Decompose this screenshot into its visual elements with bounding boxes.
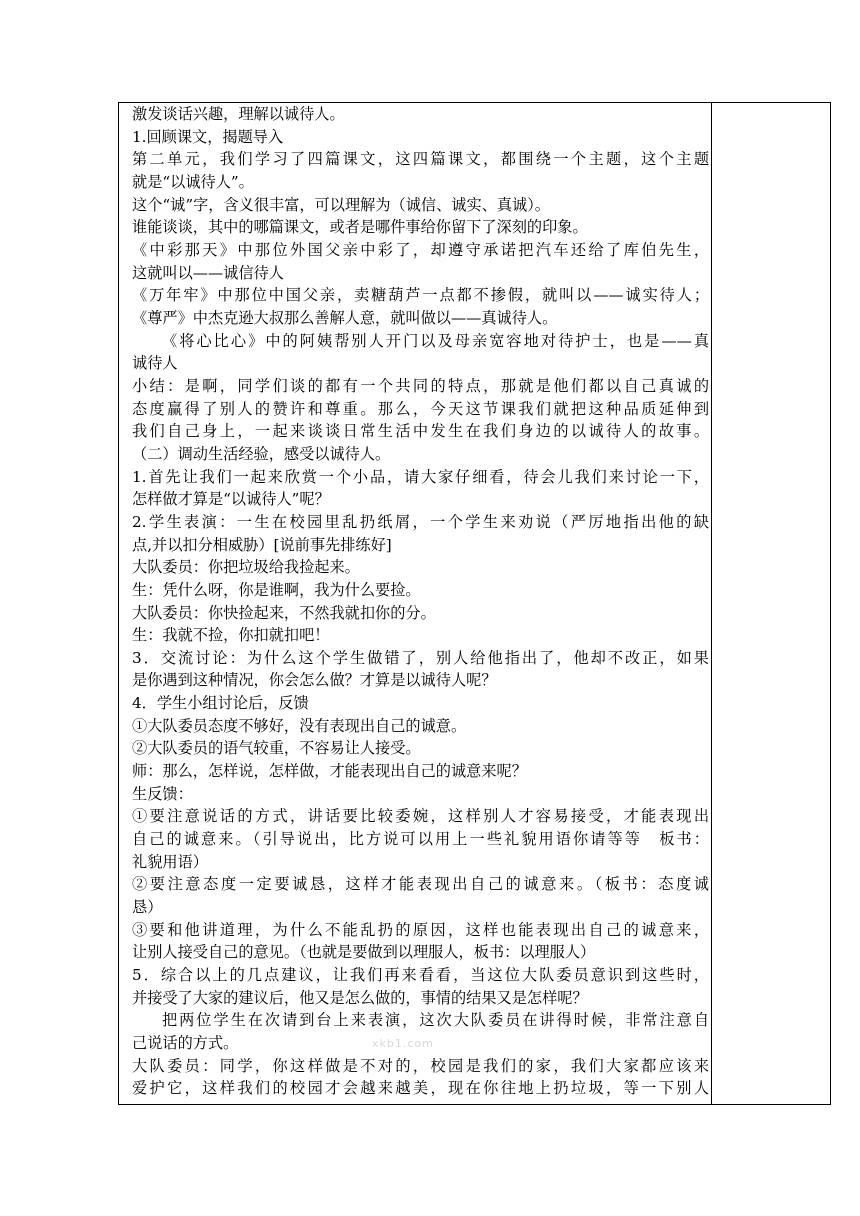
text-line: 就是“以诚待人”。	[132, 173, 254, 191]
text-line: 2.学生表演：一生在校园里乱扔纸屑，一个学生来劝说（严厉地指出他的缺	[132, 513, 709, 531]
text-line: 1.回顾课文，揭题导入	[132, 128, 284, 146]
text-line: 怎样做才算是“以诚待人”呢？	[132, 490, 330, 508]
text-line: 自己的诚意来。（引导说出，比方说可以用上一些礼貌用语你请等等 板书：	[132, 830, 709, 848]
text-line: 1.首先让我们一起来欣赏一个小品，请大家仔细看，待会儿我们来讨论一下，	[132, 468, 709, 486]
text-line: 3．交流讨论：为什么这个学生做错了，别人给他指出了，他却不改正，如果	[132, 649, 709, 667]
text-line: 小结：是啊，同学们谈的都有一个共同的特点，那就是他们都以自己真诚的	[132, 377, 709, 395]
text-line: 生：凭什么呀，你是谁啊，我为什么要捡。	[132, 581, 421, 599]
text-line: 大队委员：你把垃圾给我捡起来。	[132, 558, 360, 576]
text-line: 这个“诚”字，含义很丰富，可以理解为（诚信、诚实、真诚）。	[132, 196, 550, 214]
text-line: 《尊严》中杰克逊大叔那么善解人意，就叫做以——真诚待人。	[132, 309, 558, 327]
text-line: 《将心比心》中的阿姨帮别人开门以及母亲宽容地对待护士，也是——真	[162, 332, 709, 350]
text-line: 《万年牢》中那位中国父亲，卖糖葫芦一点都不掺假，就叫以——诚实待人；	[132, 286, 709, 304]
text-line: 把两位学生在次请到台上来表演，这次大队委员在讲得时候，非常注意自	[162, 1011, 709, 1029]
text-line: 这就叫以——诚信待人	[132, 264, 284, 282]
text-line: 我们自己身上，一起来谈谈日常生活中发生在我们身边的以诚待人的故事。	[132, 422, 709, 440]
text-line: 第二单元，我们学习了四篇课文，这四篇课文，都围绕一个主题，这个主题	[132, 150, 709, 168]
text-line: 并接受了大家的建议后，他又是怎么做的，事情的结果又是怎样呢？	[132, 989, 588, 1007]
text-line: 礼貌用语）	[132, 853, 208, 871]
text-line: 激发谈话兴趣，理解以诚待人。	[132, 105, 345, 123]
text-line-content: 己说话的方式。	[132, 1034, 239, 1052]
text-line: 是你遇到这种情况，你会怎么做？才算是以诚待人呢？	[132, 671, 497, 689]
text-line: 大队委员：你快捡起来，不然我就扣你的分。	[132, 604, 436, 622]
lesson-content-cell	[132, 103, 709, 1104]
text-line: 大队委员：同学，你这样做是不对的，校园是我们的家，我们大家都应该来	[132, 1057, 709, 1075]
text-line: 诚待人	[132, 354, 178, 372]
text-line: ③要和他讲道理，为什么不能乱扔的原因，这样也能表现出自己的诚意来，	[132, 921, 709, 939]
text-line: 恳）	[132, 898, 163, 916]
text-line: （二）调动生活经验，感受以诚待人。	[132, 445, 391, 463]
text-line: 5．综合以上的几点建议，让我们再来看看，当这位大队委员意识到这些时，	[132, 966, 709, 984]
text-line: 4．学生小组讨论后，反馈	[132, 694, 309, 712]
text-line: ②大队委员的语气较重，不容易让人接受。	[132, 739, 421, 757]
text-line: 态度赢得了别人的赞许和尊重。那么，今天这节课我们就把这种品质延伸到	[132, 400, 709, 418]
text-line: 《中彩那天》中那位外国父亲中彩了，却遵守承诺把汽车还给了库伯先生，	[132, 241, 709, 259]
text-line: 师：那么，怎样说，怎样做，才能表现出自己的诚意来呢？	[132, 762, 527, 780]
notes-cell	[712, 103, 830, 1104]
text-line: 让别人接受自己的意见。（也就是要做到以理服人，板书：以理服人）	[132, 943, 596, 961]
text-line: ②要注意态度一定要诚恳，这样才能表现出自己的诚意来。（板书：态度诚	[132, 875, 709, 893]
text-line: 爱护它，这样我们的校园才会越来越美，现在你往地上扔垃圾，等一下别人	[132, 1079, 709, 1097]
text-line: 生反馈：	[132, 785, 193, 803]
watermark: xkb1.com	[372, 1037, 434, 1050]
lesson-table	[118, 102, 831, 1105]
text-line: ①大队委员态度不够好，没有表现出自己的诚意。	[132, 717, 467, 735]
text-line: 点,并以扣分相威胁）[说前事先排练好]	[132, 536, 392, 554]
text-line: 谁能谈谈，其中的哪篇课文，或者是哪件事给你留下了深刻的印象。	[132, 218, 588, 236]
text-line: 生：我就不捡，你扣就扣吧！	[132, 626, 330, 644]
text-line	[132, 1032, 709, 1055]
text-line: ①要注意说话的方式，讲话要比较委婉，这样别人才容易接受，才能表现出	[132, 807, 709, 825]
